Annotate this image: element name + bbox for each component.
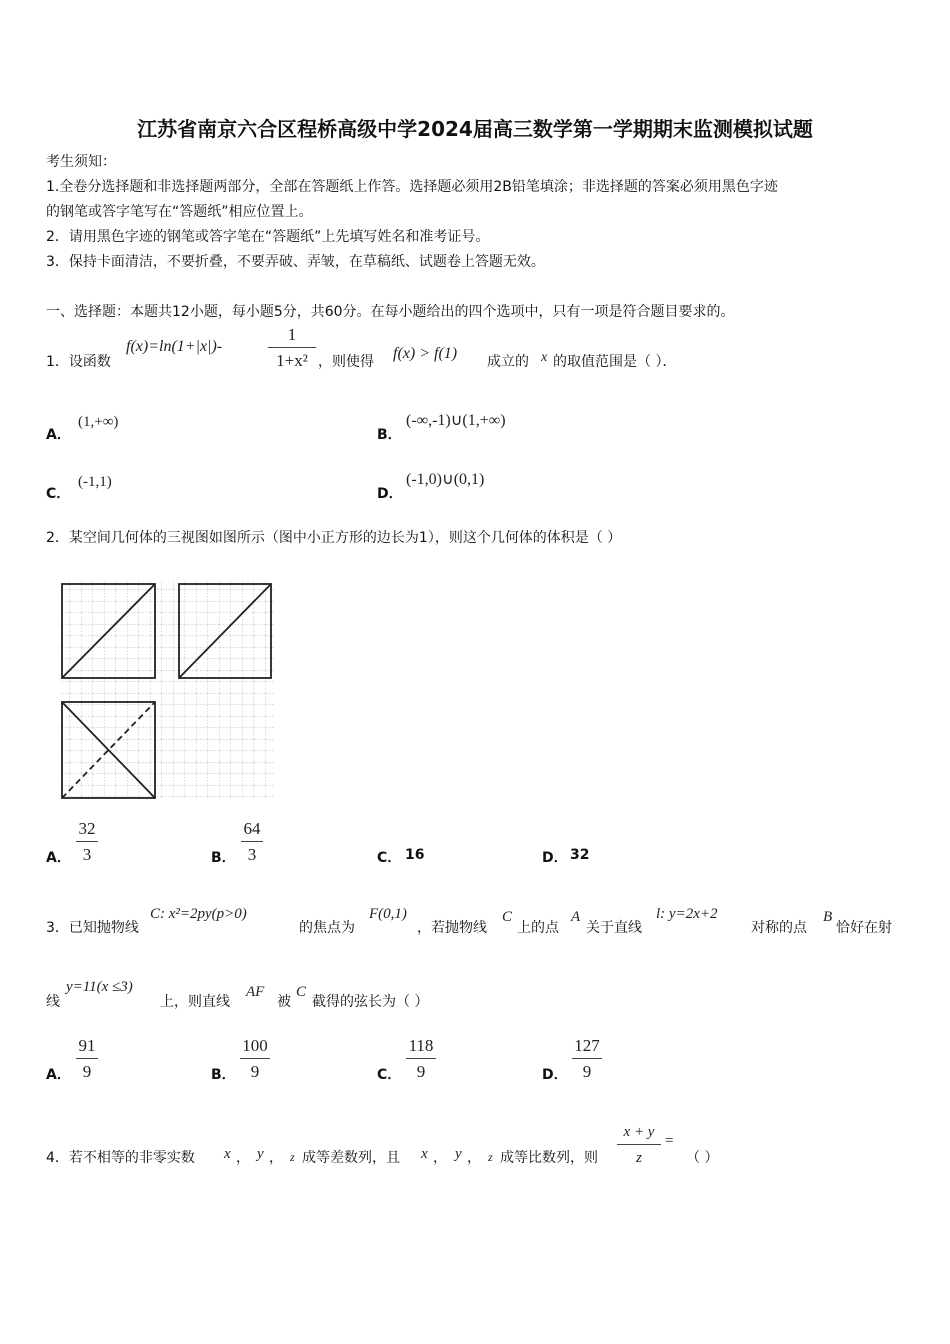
q3-option-c-denominator: 9 bbox=[416, 1062, 426, 1081]
q2-option-a-bar bbox=[76, 841, 98, 842]
q3-text-5: 关于直线 bbox=[586, 920, 642, 936]
q3-option-b-denominator: 9 bbox=[250, 1062, 260, 1081]
q1-option-b-label[interactable]: B． bbox=[377, 427, 402, 443]
q1-option-d-value: (-1,0)∪(0,1) bbox=[406, 471, 485, 488]
q2-option-a-fraction bbox=[76, 819, 98, 865]
q3-option-c-fraction bbox=[406, 1036, 436, 1082]
q3-option-d-bar bbox=[572, 1058, 602, 1059]
q1-variable: x bbox=[541, 350, 548, 365]
q4-var-y-2: y bbox=[455, 1146, 462, 1162]
q3-option-b-fraction bbox=[240, 1036, 270, 1082]
q1-function: f(x)=ln(1+|x|)- bbox=[126, 338, 223, 355]
q3-text-9: 上，则直线 bbox=[160, 994, 230, 1010]
q4-var-x-2: x bbox=[421, 1146, 428, 1162]
notice-item-1-line-1: 1.全卷分选择题和非选择题两部分，全部在答题纸上作答。选择题必须用2B铅笔填涂；非选择题的答案必须用黑色字迹 bbox=[46, 179, 778, 195]
notice-heading: 考生须知： bbox=[46, 154, 116, 170]
q2-option-b-denominator: 3 bbox=[247, 845, 257, 864]
q1-option-a-label[interactable]: A． bbox=[46, 427, 71, 443]
q1-fraction bbox=[268, 325, 316, 371]
q3-text-8: 线 bbox=[46, 994, 60, 1010]
notice-item-3: 3．保持卡面清洁，不要折叠，不要弄破、弄皱，在草稿纸、试题卷上答题无效。 bbox=[46, 254, 545, 270]
three-view-figure bbox=[58, 578, 278, 802]
q4-comma-2: ， bbox=[269, 1150, 283, 1166]
q4-var-x: x bbox=[224, 1146, 231, 1162]
q3-focus: F(0,1) bbox=[369, 906, 407, 922]
q3-option-c-numerator: 118 bbox=[408, 1036, 434, 1055]
q3-option-a-denominator: 9 bbox=[82, 1062, 92, 1081]
q3-option-c-bar bbox=[406, 1058, 436, 1059]
q3-line-af: AF bbox=[246, 984, 265, 1000]
q3-option-a-fraction bbox=[76, 1036, 98, 1082]
q4-fraction-denominator: z bbox=[636, 1150, 642, 1166]
q3-option-a-numerator: 91 bbox=[78, 1036, 96, 1055]
q2-option-a-denominator: 3 bbox=[82, 845, 92, 864]
q3-text-7: 恰好在射 bbox=[836, 920, 892, 936]
q3-option-b-numerator: 100 bbox=[242, 1036, 268, 1055]
q4-var-z-2: z bbox=[488, 1150, 493, 1164]
q4-var-y: y bbox=[257, 1146, 264, 1162]
q1-suffix-b: 的取值范围是（ ）． bbox=[553, 354, 677, 370]
q1-inequality: f(x) > f(1) bbox=[393, 345, 458, 362]
q4-comma-1: ， bbox=[236, 1150, 250, 1166]
q3-line: l: y=2x+2 bbox=[656, 906, 718, 922]
q3-text-11: 截得的弦长为（ ） bbox=[312, 994, 429, 1010]
q1-option-c-label[interactable]: C． bbox=[46, 486, 71, 502]
q2-option-c-value: 16 bbox=[405, 847, 425, 863]
q4-text-4: （ ） bbox=[686, 1150, 719, 1166]
notice-item-1-line-2: 的钢笔或答字笔写在“答题纸”相应位置上。 bbox=[46, 204, 313, 220]
q4-text-1: 4．若不相等的非零实数 bbox=[46, 1150, 195, 1166]
q3-curve-c: C bbox=[502, 909, 513, 925]
q4-text-2: 成等差数列，且 bbox=[302, 1150, 400, 1166]
page-title: 江苏省南京六合区程桥高级中学2024届高三数学第一学期期末监测模拟试题 bbox=[137, 117, 813, 141]
q4-fraction bbox=[617, 1122, 661, 1168]
q3-option-b-label[interactable]: B． bbox=[211, 1067, 236, 1083]
q1-fraction-numerator: 1 bbox=[287, 325, 297, 344]
q2-option-b-fraction bbox=[241, 819, 263, 865]
q3-option-d-denominator: 9 bbox=[582, 1062, 592, 1081]
q3-option-d-fraction bbox=[572, 1036, 602, 1082]
q2-option-c-label[interactable]: C． bbox=[377, 850, 402, 866]
section-heading: 一、选择题：本题共12小题，每小题5分，共60分。在每小题给出的四个选项中，只有一项是符合题目要求的。 bbox=[46, 304, 735, 320]
q1-prefix: 1．设函数 bbox=[46, 354, 111, 370]
q2-text: 2．某空间几何体的三视图如图所示（图中小正方形的边长为1），则这个几何体的体积是（ ） bbox=[46, 530, 622, 546]
q3-text-4: 上的点 bbox=[517, 920, 559, 936]
q4-fraction-bar bbox=[617, 1144, 661, 1145]
q3-curve: C: x²=2py(p>0) bbox=[150, 906, 247, 922]
q3-curve-c-2: C bbox=[296, 984, 307, 1000]
q3-ray: y=11(x ≤3) bbox=[66, 979, 133, 995]
q4-equals: = bbox=[665, 1133, 674, 1149]
q3-point-a: A bbox=[571, 909, 581, 925]
q3-option-a-label[interactable]: A． bbox=[46, 1067, 71, 1083]
q1-option-a-value: (1,+∞) bbox=[78, 414, 119, 430]
q3-text-10: 被 bbox=[277, 994, 291, 1010]
q2-option-a-label[interactable]: A． bbox=[46, 850, 71, 866]
q1-option-d-label[interactable]: D． bbox=[377, 486, 403, 502]
q2-option-b-label[interactable]: B． bbox=[211, 850, 236, 866]
q4-text-3: 成等比数列，则 bbox=[500, 1150, 598, 1166]
q3-option-d-label[interactable]: D． bbox=[542, 1067, 568, 1083]
q3-option-b-bar bbox=[240, 1058, 270, 1059]
q4-fraction-numerator: x + y bbox=[623, 1124, 655, 1140]
q4-comma-3: ， bbox=[433, 1150, 447, 1166]
q1-fraction-denominator: 1+x² bbox=[276, 351, 308, 370]
q3-text-6: 对称的点 bbox=[751, 920, 807, 936]
notice-item-2: 2．请用黑色字迹的钢笔或答字笔在“答题纸”上先填写姓名和准考证号。 bbox=[46, 229, 490, 245]
q2-option-b-numerator: 64 bbox=[243, 819, 261, 838]
q1-option-c-value: (-1,1) bbox=[78, 474, 112, 490]
q4-comma-4: ， bbox=[467, 1150, 481, 1166]
q3-text-2: 的焦点为 bbox=[299, 920, 355, 936]
q3-option-d-numerator: 127 bbox=[574, 1036, 600, 1055]
q3-option-a-bar bbox=[76, 1058, 98, 1059]
q1-option-b-value: (-∞,-1)∪(1,+∞) bbox=[406, 412, 506, 429]
q1-mid-text: ，则使得 bbox=[318, 354, 374, 370]
q2-option-a-numerator: 32 bbox=[78, 819, 96, 838]
q2-option-b-bar bbox=[241, 841, 263, 842]
q1-suffix-a: 成立的 bbox=[487, 354, 529, 370]
q3-point-b: B bbox=[823, 909, 833, 925]
q1-fraction-bar bbox=[268, 347, 316, 348]
q3-text-1: 3．已知抛物线 bbox=[46, 920, 139, 936]
q4-var-z: z bbox=[290, 1150, 295, 1164]
q3-text-3: ，若抛物线 bbox=[417, 920, 487, 936]
q2-option-d-label[interactable]: D． bbox=[542, 850, 568, 866]
q2-option-d-value: 32 bbox=[570, 847, 590, 863]
q3-option-c-label[interactable]: C． bbox=[377, 1067, 402, 1083]
